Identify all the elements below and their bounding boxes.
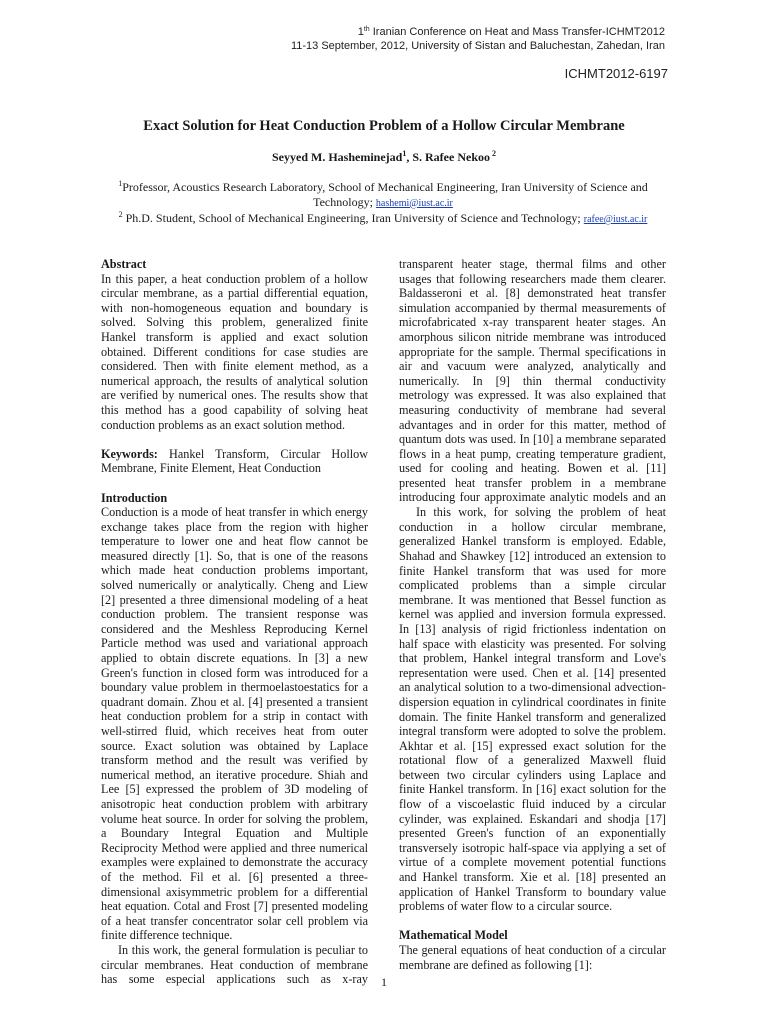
conference-number: 1 xyxy=(357,26,364,38)
author-1: Seyyed M. Hasheminejad xyxy=(272,150,403,164)
intro-paragraph-1: Conduction is a mode of heat transfer in which energy exchange takes place from the region with higher temperature to lower one and heat flow cannot be measured directly [1]. So, that is one of the reasons which made heat conduction problems important, solved numerically or analytically. Cheng and Liew [2] presented a three dimensional modeling of a heat conduction problem. The transient response was considered and the Meshless Reproducing Kernel Particle method was used and variational approach applied to obtain discrete equations. In [3] a new Green's function in closed form was introduced for a boundary value problem in thermoelastoestatics for a quadrant domain. Zhou et al. [4] presented a transient heat conduction problem for a strip in contact with well-stirred fluid, which receives heat from outer source. Exact solution was obtained by Laplace transform method and the result was verified by numerical method, an iterative procedure. Shiah and Lee [5] expressed the problem of 3D modeling of anisotropic heat conduction problem with arbitrary volume heat source. In order for solving the problem, a Boundary Integral Equation and Multiple Reciprocity Method were applied and three numerical examples were explained to demonstrate the accuracy of the method. Fil et al. [6] presented a three-dimensional axisymmetric problem for a differential heat equation. Cotal and Frost [7] presented modeling of a heat transfer concentrator solar cell problem via finite difference technique. xyxy=(101,505,368,943)
conference-line-1 xyxy=(291,26,665,40)
model-heading: Mathematical Model xyxy=(399,928,508,943)
keywords xyxy=(101,447,368,476)
conference-line-2: 11-13 September, 2012, University of Sistan and Baluchestan, Zahedan, Iran xyxy=(290,39,665,52)
author-separator: , xyxy=(406,150,413,164)
conference-header xyxy=(291,26,665,53)
abstract-text: In this paper, a heat conduction problem of a hollow circular membrane, as a partial differential equation, with non-homogeneous equation and boundary is solved. Solving this problem, generalized finite Hankel transform is applied and exact solution obtained. Different conditions for case studies are considered. Then with finite element method, as a numerical approach, the results of analytical solution are verified by numerical ones. The results show that this method has a good capability of solving heat conduction problems as an exact solution method. xyxy=(101,271,368,432)
intro-paragraph-2: In this work, the general formulation is peculiar to circular membranes. Heat conduction of membrane has some especial applications such as x-ray xyxy=(101,942,368,987)
email-link-2[interactable]: rafee@iust.ac.ir xyxy=(583,214,648,225)
paper-title: Exact Solution for Heat Conduction Problem of a Hollow Circular Membrane xyxy=(143,118,625,134)
page-number: 1 xyxy=(381,975,387,989)
email-link-1[interactable]: hashemi@iust.ac.ir xyxy=(375,197,453,209)
affiliation-2-marker: 2 xyxy=(118,210,123,219)
intro-paragraph-2-continuation: transparent heater stage, thermal films and other usages that following researchers made them clearer. Baldasseroni et al. [8] demonstrated heat transfer simulation accompanied by thermal measurements of microfabricated x-ray transparent heater stages. An amorphous silicon nitride membrane was introduced appropriate for the sample. Thermal specifications in air and vacuum were analyzed, analytically and numerically. In [9] thin thermal conductivity metrology was expressed. It was also explained that measuring conductivity of membrane had several advantages and in order for this matter, method of quantum dots was used. In [10] a membrane separated flows in a heat pump, creating temperature gradient, used for cooling and heating. Bowen et al. [11] presented heat transfer problem in a membrane introducing four approximate analytic models and an xyxy=(399,257,666,505)
author-2: S. Rafee Nekoo xyxy=(412,150,490,164)
affiliation-2 xyxy=(100,211,666,228)
intro-paragraph-2-continued xyxy=(399,257,666,505)
abstract-heading: Abstract xyxy=(101,257,147,271)
author-1-affil: 1 xyxy=(402,149,407,158)
right-column xyxy=(399,257,666,972)
affiliation-1-marker: 1 xyxy=(118,179,123,188)
intro-paragraph-3: In this work, for solving the problem of heat conduction in a hollow circular membrane, generalized Hankel transform is employed. Edable, Shahad and Shawkey [12] introduced an extension to finite Hankel transform that was used for more complicated problems than a simple circular membrane. It was mentioned that Bessel function as kernel was applied and inversion formula expressed. In [13] analysis of rigid frictionless indentation on half space with elasticity was presented. For solving that problem, Hankel integral transform and Love's representation were used. Chen et al. [14] presented an analytical solution to a two-dimensional advection-dispersion equation in cylindrical coordinates in finite domain. The finite Hankel transform and generalized integral transform were adopted to solve the problem. Akhtar et al. [15] expressed exact solution for the rotational flow of a generalized Maxwell fluid between two circular cylinders using Laplace and finite Hankel transform. In [16] exact solution for the flow of a viscoelastic fluid induced by a circular cylinder, was explained. Eskandari and shodja [17] presented Green's function of an exponentially transversely isotropic half-space via applying a set of virtue of a complete movement potential functions and Hankel transform. Xie et al. [18] presented an application of Hankel Transform to boundary value problems of water flow to a circular source. xyxy=(399,505,666,914)
conference-number-suffix: th xyxy=(363,26,370,33)
paper-id: ICHMT2012-6197 xyxy=(564,66,668,81)
model-text: The general equations of heat conduction of a circular membrane are defined as following [1]: xyxy=(399,943,666,972)
author-2-affil: 2 xyxy=(490,149,496,158)
author-line xyxy=(0,150,768,165)
left-column xyxy=(101,257,368,987)
keywords-label: Keywords: xyxy=(101,446,158,461)
affiliation-2-text: Ph.D. Student, School of Mechanical Engineering, Iran University of Science and Technology; xyxy=(122,211,584,225)
affiliation-1 xyxy=(100,180,666,211)
keywords-text: Hankel Transform, Circular Hollow Membrane, Finite Element, Heat Conduction xyxy=(101,446,368,476)
affiliations xyxy=(100,180,666,228)
introduction-heading: Introduction xyxy=(101,490,168,505)
conference-name: Iranian Conference on Heat and Mass Transfer-ICHMT2012 xyxy=(369,26,665,38)
affiliation-1-text: Professor, Acoustics Research Laboratory, School of Mechanical Engineering, Iran University of Science and Technology; xyxy=(122,180,648,209)
